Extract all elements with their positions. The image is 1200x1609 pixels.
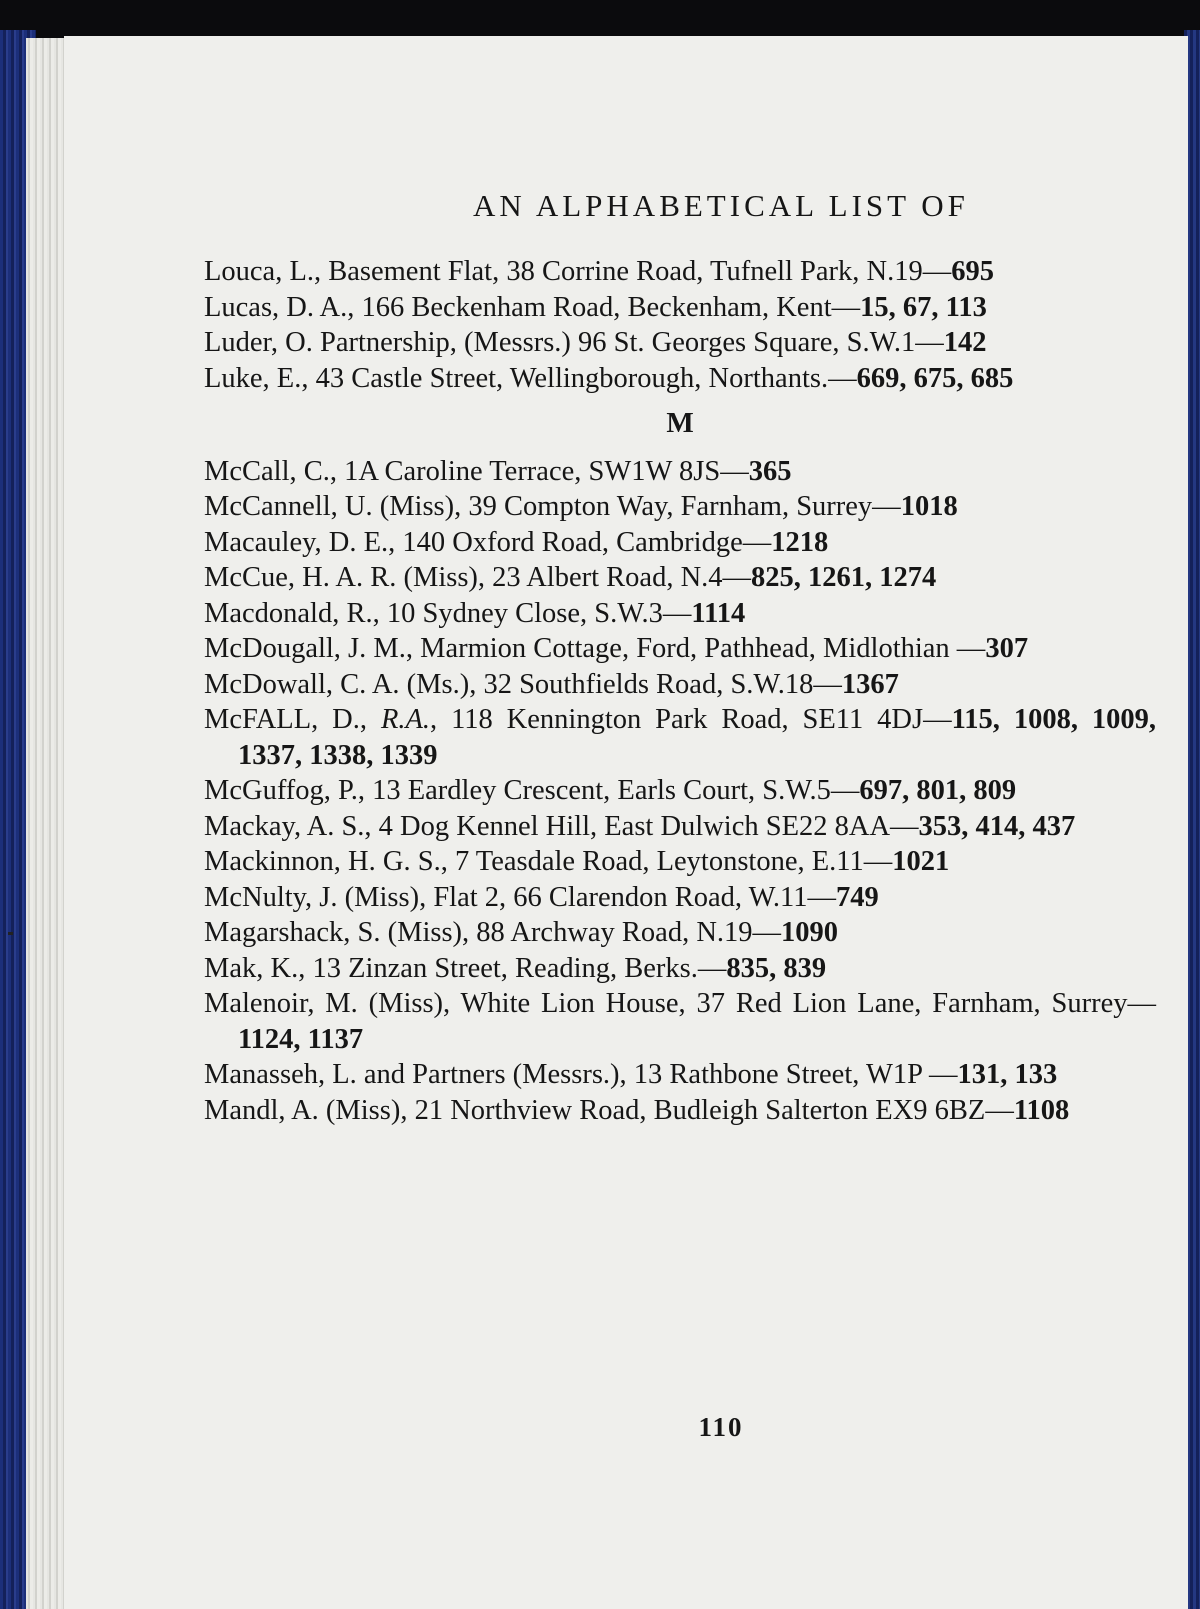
directory-entries xyxy=(204,254,1156,1128)
list-item: Mandl, A. (Miss), 21 Northview Road, Budleigh Salterton EX9 6BZ—1108 xyxy=(204,1094,1070,1126)
list-item: Macdonald, R., 10 Sydney Close, S.W.3—1114 xyxy=(204,597,746,629)
list-item: Luke, E., 43 Castle Street, Wellingborough, Northants.—669, 675, 685 xyxy=(204,362,1014,394)
page-references: 695 xyxy=(951,256,994,287)
page-references: 1114 xyxy=(691,597,746,629)
list-item: McCall, C., 1A Caroline Terrace, SW1W 8JS—365 xyxy=(204,455,792,487)
list-item: McDougall, J. M., Marmion Cottage, Ford, Pathhead, Midlothian —307 xyxy=(204,633,1029,664)
page-references: 1018 xyxy=(900,491,958,522)
list-item: Luder, O. Partnership, (Messrs.) 96 St. Georges Square, S.W.1—142 xyxy=(204,327,987,358)
page-references: 1218 xyxy=(771,526,829,558)
list-item: Mak, K., 13 Zinzan Street, Reading, Berks.—835, 839 xyxy=(204,952,827,984)
page-references: 307 xyxy=(985,633,1029,664)
honorific-italic: R.A. xyxy=(380,704,431,735)
list-item: Macauley, D. E., 140 Oxford Road, Cambridge—1218 xyxy=(204,526,829,558)
list-item: Magarshack, S. (Miss), 88 Archway Road, N.19—1090 xyxy=(204,917,839,948)
list-item: Malenoir, M. (Miss), White Lion House, 37 Red Lion Lane, Farnham, Surrey—1124, 1137 xyxy=(204,988,1156,1055)
page-references: 142 xyxy=(943,327,987,358)
page-references: 1124, 1137 xyxy=(238,1023,364,1055)
list-item: Lucas, D. A., 166 Beckenham Road, Beckenham, Kent—15, 67, 113 xyxy=(204,291,987,323)
list-item: Manasseh, L. and Partners (Messrs.), 13 Rathbone Street, W1P —131, 133 xyxy=(204,1059,1058,1090)
section-letter: M xyxy=(666,407,694,439)
page-references: 15, 67, 113 xyxy=(860,291,987,323)
page-references: 749 xyxy=(836,881,879,913)
page-references: 1090 xyxy=(781,917,839,948)
page-references: 365 xyxy=(748,455,792,487)
page-number: 110 xyxy=(698,1412,744,1442)
page-references: 1367 xyxy=(841,668,899,700)
page-references: 697, 801, 809 xyxy=(859,775,1017,806)
book-page xyxy=(64,36,1188,1609)
page-references: 825, 1261, 1274 xyxy=(751,562,937,593)
page-references: 1108 xyxy=(1013,1094,1070,1126)
list-item: McDowall, C. A. (Ms.), 32 Southfields Road, S.W.18—1367 xyxy=(204,668,899,700)
list-item: Mackinnon, H. G. S., 7 Teasdale Road, Leytonstone, E.11—1021 xyxy=(204,846,950,877)
margin-mark xyxy=(8,932,13,935)
list-item: McNulty, J. (Miss), Flat 2, 66 Clarendon Road, W.11—749 xyxy=(204,881,879,913)
page-references: 669, 675, 685 xyxy=(856,362,1014,394)
list-item: Louca, L., Basement Flat, 38 Corrine Road, Tufnell Park, N.19—695 xyxy=(204,256,994,287)
page-references: 353, 414, 437 xyxy=(918,810,1076,842)
list-item: McCannell, U. (Miss), 39 Compton Way, Farnham, Surrey—1018 xyxy=(204,491,958,522)
page-references: 1021 xyxy=(892,846,950,877)
list-item: Mackay, A. S., 4 Dog Kennel Hill, East Dulwich SE22 8AA—353, 414, 437 xyxy=(204,810,1076,842)
list-item: McCue, H. A. R. (Miss), 23 Albert Road, N.4—825, 1261, 1274 xyxy=(204,562,937,593)
page-references: 131, 133 xyxy=(957,1059,1058,1090)
list-item: McFALL, D., R.A., 118 Kennington Park Road, SE11 4DJ—115, 1008, 1009, 1337, 1338, 1339 xyxy=(204,704,1156,771)
list-item: McGuffog, P., 13 Eardley Crescent, Earls Court, S.W.5—697, 801, 809 xyxy=(204,775,1017,806)
page-heading: AN ALPHABETICAL LIST OF xyxy=(473,188,969,223)
page-references: 115, 1008, 1009, 1337, 1338, 1339 xyxy=(238,704,1156,771)
page-references: 835, 839 xyxy=(726,952,827,984)
